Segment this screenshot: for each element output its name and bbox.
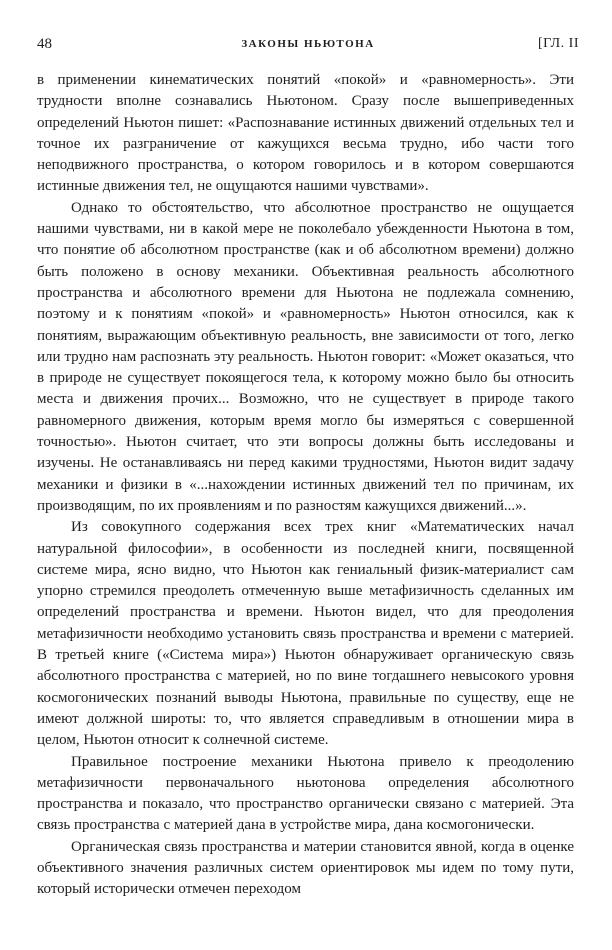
paragraph-2: Однако то обстоятельство, что абсолютное пространство не ощущается нашими чувствами, ни в какой мере не поколебало убежденности Ньютона в том, что понятие об абсолютном пространстве (как и об абсолютном времени) должно быть положено в основу механики. Объективная реальность абсолютного пространства и абсолютного времени для Ньютона не подлежала сомнению, поэтому и к понятиям «покой» и «равномерность» Ньютон относился, как к понятиям, выражающим объективную реальность, вне зависимости от того, легко или трудно нам распознать эту реальность. Ньютон говорит: «Может оказаться, что в природе не существует покоящегося тела, к которому можно было бы относить места и движения прочих... Возможно, что не существует в природе такого равномерного движения, которым время могло бы измеряться с совершенной точностью». Ньютон считает, что эти вопросы должны быть исследованы и изучены. Не останавливаясь ни перед какими трудностями, Ньютон видит задачу механики и физики в «...нахождении истинных движений тел по причинам, их производящим, по их проявлениям и по разностям кажущихся движений...». <box>37 199 574 514</box>
page-number: 48 <box>37 36 52 52</box>
body-text <box>37 70 574 901</box>
running-title: ЗАКОНЫ НЬЮТОНА <box>241 38 375 50</box>
page-header <box>37 36 579 60</box>
paragraph-3: Из совокупного содержания всех трех книг «Математических начал натуральной философии», в особенности из последней книги, посвященной системе мира, ясно видно, что Ньютон как гениальный физик-материалист сам упорно стремился преодолеть отмеченную выше метафизичность сделанных им определений пространства и времени. Ньютон видел, что для преодоления метафизичности необходимо установить связь пространства и времени с материей. В третьей книге («Система мира») Ньютон обнаруживает органическую связь абсолютного пространства с материей, но по вине тогдашнего невысокого уровня космогонических познаний выводы Ньютона, правильные по существу, еще не имеют должной широты: то, что является справедливым в отношении мира в целом, Ньютон относит к солнечной системе. <box>37 519 574 749</box>
paragraph-4: Правильное построение механики Ньютона привело к преодолению метафизичности первоначального ньютонова определения абсолютного пространства и показало, что пространство органически связано с материей. Эта связь пространства с материей дана в устройстве мира, дана космогонически. <box>37 753 574 834</box>
paragraph-1: в применении кинематических понятий «покой» и «равномерность». Эти трудности вполне сознавались Ньютоном. Сразу после вышеприведенных определений Ньютон пишет: «Распознавание истинных движений отдельных тел и точное их разграничение от кажущихся весьма трудно, ибо части того неподвижного пространства, о котором говорилось и в котором совершаются истинные движения тел, не ощущаются нашими чувствами». <box>37 72 574 195</box>
chapter-reference: [ГЛ. II <box>537 36 579 51</box>
paragraph-5: Органическая связь пространства и материи становится явной, когда в оценке объективного значения различных систем ориентировок мы идем по тому пути, который исторически отмечен переходом <box>37 838 574 898</box>
